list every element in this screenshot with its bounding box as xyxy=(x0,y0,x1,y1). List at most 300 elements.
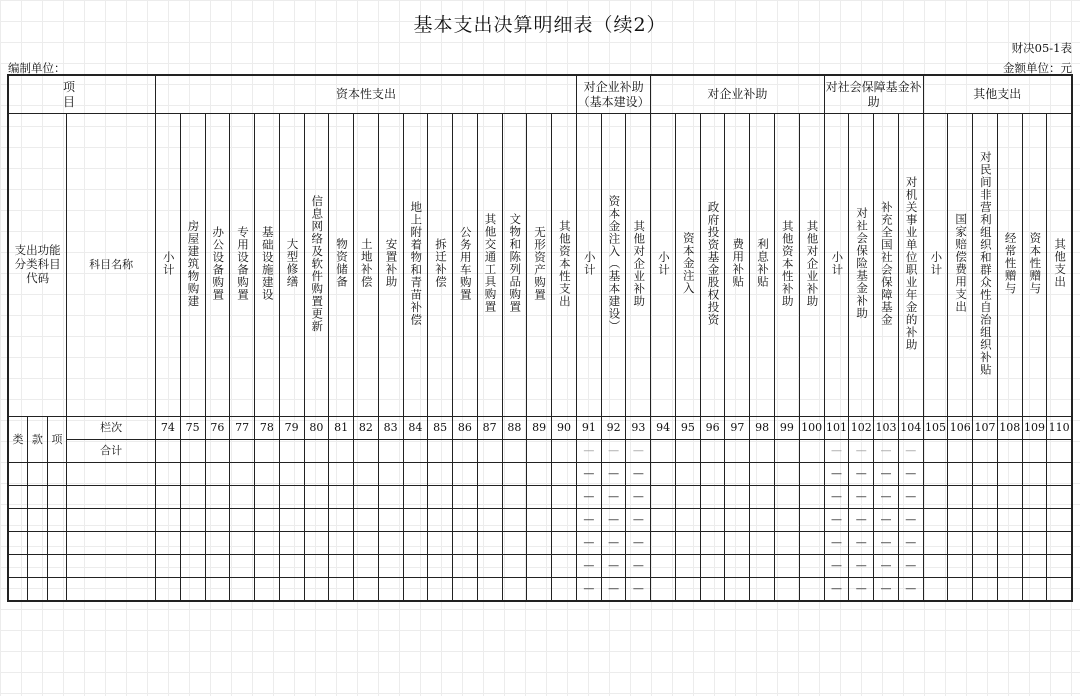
column-number-cell xyxy=(1022,417,1047,440)
header-item-label: 项 目 xyxy=(63,80,178,109)
column-number-cell xyxy=(552,417,577,440)
value-cell xyxy=(997,486,1022,509)
column-number: 83 xyxy=(383,421,398,435)
value-cell xyxy=(205,509,230,532)
column-header-cell xyxy=(378,114,403,417)
value-cell xyxy=(453,532,478,555)
value-cell xyxy=(675,509,700,532)
total-value-cell xyxy=(700,440,725,463)
value-cell xyxy=(354,509,379,532)
total-value-cell xyxy=(453,440,478,463)
column-header-cell xyxy=(428,114,453,417)
column-header-cell xyxy=(576,114,601,417)
value-cell xyxy=(527,509,552,532)
value-cell xyxy=(725,463,750,486)
column-number-cell xyxy=(156,417,181,440)
value-cell xyxy=(403,532,428,555)
dash-mark: — xyxy=(583,536,595,550)
value-cell xyxy=(180,509,205,532)
value-cell xyxy=(156,463,181,486)
column-header-cell xyxy=(601,114,626,417)
value-cell xyxy=(849,532,874,555)
value-cell xyxy=(205,532,230,555)
value-cell xyxy=(477,555,502,578)
value-cell xyxy=(354,532,379,555)
value-cell xyxy=(601,509,626,532)
code-cell xyxy=(8,555,28,578)
column-header-cell xyxy=(403,114,428,417)
value-cell xyxy=(156,578,181,602)
table-row xyxy=(8,463,1072,486)
column-number-cell xyxy=(279,417,304,440)
value-cell xyxy=(477,486,502,509)
value-cell xyxy=(230,463,255,486)
value-cell xyxy=(700,509,725,532)
value-cell xyxy=(651,532,676,555)
value-cell xyxy=(824,463,849,486)
value-cell xyxy=(180,486,205,509)
value-cell xyxy=(304,578,329,602)
dash-mark: — xyxy=(583,467,595,481)
column-number: 110 xyxy=(1048,421,1070,435)
value-cell xyxy=(378,555,403,578)
column-number-cell xyxy=(997,417,1022,440)
column-header-label: 其他交通工具购置 xyxy=(483,213,498,314)
value-cell xyxy=(849,578,874,602)
value-cell xyxy=(403,555,428,578)
code-cell xyxy=(47,509,67,532)
column-number-cell xyxy=(948,417,973,440)
value-cell xyxy=(502,532,527,555)
value-cell xyxy=(651,578,676,602)
dash-mark: — xyxy=(830,490,842,504)
column-header-label: 利息补贴 xyxy=(756,238,770,289)
column-number-cell xyxy=(824,417,849,440)
total-value-cell xyxy=(874,440,899,463)
dash-mark: — xyxy=(830,536,842,550)
value-cell xyxy=(997,578,1022,602)
column-number-cell xyxy=(329,417,354,440)
code-part-cell xyxy=(28,417,48,463)
column-header-label: 地上附着物和青苗补偿 xyxy=(409,200,424,326)
value-cell xyxy=(304,463,329,486)
code-cell xyxy=(67,532,156,555)
value-cell xyxy=(304,486,329,509)
column-header-cell xyxy=(205,114,230,417)
value-cell xyxy=(675,486,700,509)
value-cell xyxy=(923,578,948,602)
value-cell xyxy=(700,463,725,486)
code-cell xyxy=(47,578,67,602)
column-number-cell xyxy=(725,417,750,440)
column-header-label: 小计 xyxy=(161,250,176,276)
total-value-cell xyxy=(527,440,552,463)
column-number: 95 xyxy=(680,421,695,435)
dash-mark: — xyxy=(880,444,892,458)
column-number: 84 xyxy=(408,421,423,435)
column-number-cell xyxy=(453,417,478,440)
group-header-cell xyxy=(824,75,923,114)
value-cell xyxy=(601,532,626,555)
column-number: 108 xyxy=(999,421,1021,435)
value-cell xyxy=(378,532,403,555)
value-cell xyxy=(205,463,230,486)
column-number-cell xyxy=(180,417,205,440)
code-cell xyxy=(28,463,48,486)
value-cell xyxy=(403,486,428,509)
value-cell xyxy=(700,555,725,578)
func-code-header-cell xyxy=(8,114,67,417)
value-cell xyxy=(477,463,502,486)
column-number: 80 xyxy=(309,421,324,435)
dash-mark: — xyxy=(830,444,842,458)
value-cell xyxy=(1047,486,1072,509)
code-cell xyxy=(47,532,67,555)
column-number: 81 xyxy=(334,421,349,435)
code-part-label: 类 xyxy=(12,432,24,446)
column-number: 78 xyxy=(259,421,274,435)
value-cell xyxy=(279,509,304,532)
dash-mark: — xyxy=(905,444,917,458)
column-header-cell xyxy=(354,114,379,417)
value-cell xyxy=(156,486,181,509)
value-cell xyxy=(205,486,230,509)
value-cell xyxy=(973,578,998,602)
value-cell xyxy=(973,509,998,532)
value-cell xyxy=(874,578,899,602)
value-cell xyxy=(923,463,948,486)
code-cell xyxy=(8,578,28,602)
value-cell xyxy=(527,486,552,509)
dash-mark: — xyxy=(880,513,892,527)
value-cell xyxy=(700,578,725,602)
column-number-cell xyxy=(626,417,651,440)
column-number: 104 xyxy=(900,421,922,435)
code-cell xyxy=(67,555,156,578)
value-cell xyxy=(502,463,527,486)
column-number-cell xyxy=(799,417,824,440)
value-cell xyxy=(279,578,304,602)
total-value-cell xyxy=(378,440,403,463)
value-cell xyxy=(576,578,601,602)
value-cell xyxy=(255,486,280,509)
value-cell xyxy=(453,555,478,578)
dash-mark: — xyxy=(855,582,867,596)
dash-mark: — xyxy=(632,582,644,596)
column-header-cell xyxy=(651,114,676,417)
total-value-cell xyxy=(948,440,973,463)
column-header-cell xyxy=(774,114,799,417)
value-cell xyxy=(750,509,775,532)
value-cell xyxy=(849,463,874,486)
dash-mark: — xyxy=(880,467,892,481)
column-number: 93 xyxy=(631,421,646,435)
total-value-cell xyxy=(601,440,626,463)
value-cell xyxy=(552,578,577,602)
value-cell xyxy=(576,555,601,578)
table-row xyxy=(8,578,1072,602)
value-cell xyxy=(700,532,725,555)
column-number-cell xyxy=(230,417,255,440)
value-cell xyxy=(651,486,676,509)
code-cell xyxy=(28,578,48,602)
total-value-cell xyxy=(255,440,280,463)
value-cell xyxy=(1022,509,1047,532)
value-cell xyxy=(601,463,626,486)
value-cell xyxy=(205,555,230,578)
value-cell xyxy=(279,555,304,578)
value-cell xyxy=(923,509,948,532)
value-cell xyxy=(255,532,280,555)
value-cell xyxy=(799,509,824,532)
value-cell xyxy=(973,463,998,486)
dash-mark: — xyxy=(905,559,917,573)
value-cell xyxy=(329,555,354,578)
column-number: 82 xyxy=(358,421,373,435)
group-header-label: 对社会保障基金补助 xyxy=(825,80,922,109)
value-cell xyxy=(700,486,725,509)
column-header-label: 基础设施建设 xyxy=(260,225,275,301)
column-header-label: 房屋建筑物购建 xyxy=(186,219,201,308)
total-value-cell xyxy=(725,440,750,463)
dash-mark: — xyxy=(855,559,867,573)
code-part-label: 项 xyxy=(51,432,63,446)
dash-mark: — xyxy=(632,444,644,458)
column-number: 89 xyxy=(532,421,547,435)
value-cell xyxy=(675,532,700,555)
dash-mark: — xyxy=(608,444,620,458)
column-header-cell xyxy=(255,114,280,417)
value-cell xyxy=(378,509,403,532)
code-cell xyxy=(47,463,67,486)
value-cell xyxy=(898,486,923,509)
column-number-cell xyxy=(898,417,923,440)
dash-mark: — xyxy=(583,444,595,458)
value-cell xyxy=(428,509,453,532)
column-number-cell xyxy=(1047,417,1072,440)
value-cell xyxy=(849,509,874,532)
value-cell xyxy=(1047,578,1072,602)
column-number-cell xyxy=(651,417,676,440)
value-cell xyxy=(1022,463,1047,486)
column-header-cell xyxy=(948,114,973,417)
column-header-cell xyxy=(180,114,205,417)
column-number: 92 xyxy=(606,421,621,435)
code-cell xyxy=(47,555,67,578)
column-header-cell xyxy=(849,114,874,417)
column-header-label: 小计 xyxy=(830,250,845,276)
column-number: 94 xyxy=(656,421,671,435)
value-cell xyxy=(750,532,775,555)
value-cell xyxy=(750,463,775,486)
column-number-cell xyxy=(477,417,502,440)
value-cell xyxy=(1047,555,1072,578)
column-header-label: 文物和陈列品购置 xyxy=(508,213,523,314)
dash-mark: — xyxy=(632,536,644,550)
value-cell xyxy=(948,555,973,578)
column-number-cell xyxy=(304,417,329,440)
total-value-cell xyxy=(898,440,923,463)
value-cell xyxy=(1022,486,1047,509)
column-number-cell xyxy=(403,417,428,440)
total-value-cell xyxy=(997,440,1022,463)
value-cell xyxy=(824,532,849,555)
table-row xyxy=(8,532,1072,555)
value-cell xyxy=(279,532,304,555)
total-value-cell xyxy=(428,440,453,463)
value-cell xyxy=(626,555,651,578)
code-part-label: 款 xyxy=(31,432,43,446)
column-header-cell xyxy=(750,114,775,417)
column-number: 88 xyxy=(507,421,522,435)
table-row xyxy=(8,555,1072,578)
column-header-cell xyxy=(874,114,899,417)
value-cell xyxy=(997,532,1022,555)
value-cell xyxy=(849,486,874,509)
code-cell xyxy=(8,463,28,486)
value-cell xyxy=(973,532,998,555)
column-header-label: 安置补助 xyxy=(384,238,399,289)
column-number: 97 xyxy=(730,421,745,435)
value-cell xyxy=(774,463,799,486)
value-cell xyxy=(651,463,676,486)
total-value-cell xyxy=(576,440,601,463)
value-cell xyxy=(774,509,799,532)
code-part-cell xyxy=(8,417,28,463)
value-cell xyxy=(428,532,453,555)
value-cell xyxy=(874,532,899,555)
code-cell xyxy=(67,509,156,532)
value-cell xyxy=(304,555,329,578)
column-number-cell xyxy=(576,417,601,440)
subject-name-header-cell xyxy=(67,114,156,417)
value-cell xyxy=(824,509,849,532)
code-cell xyxy=(28,509,48,532)
column-header-label: 拆迁补偿 xyxy=(434,238,449,289)
code-cell xyxy=(28,555,48,578)
column-header-label: 其他对企业补助 xyxy=(632,219,647,308)
value-cell xyxy=(453,463,478,486)
value-cell xyxy=(230,532,255,555)
column-header-cell xyxy=(527,114,552,417)
value-cell xyxy=(948,578,973,602)
column-number-cell xyxy=(255,417,280,440)
value-cell xyxy=(1022,532,1047,555)
value-cell xyxy=(255,509,280,532)
value-cell xyxy=(898,463,923,486)
value-cell xyxy=(378,486,403,509)
dash-mark: — xyxy=(880,490,892,504)
value-cell xyxy=(502,578,527,602)
column-header-label: 办公设备购置 xyxy=(211,225,226,301)
column-number: 100 xyxy=(801,421,823,435)
total-value-cell xyxy=(354,440,379,463)
value-cell xyxy=(898,578,923,602)
value-cell xyxy=(750,555,775,578)
value-cell xyxy=(601,555,626,578)
dash-mark: — xyxy=(905,467,917,481)
value-cell xyxy=(874,509,899,532)
column-header-label: 物资储备 xyxy=(335,238,350,289)
column-header-cell xyxy=(923,114,948,417)
group-header-cell xyxy=(651,75,824,114)
column-number: 86 xyxy=(457,421,472,435)
column-number-cell xyxy=(923,417,948,440)
total-value-cell xyxy=(180,440,205,463)
code-part-cell xyxy=(47,417,67,463)
value-cell xyxy=(576,509,601,532)
value-cell xyxy=(1047,509,1072,532)
total-value-cell xyxy=(205,440,230,463)
dash-mark: — xyxy=(880,559,892,573)
column-header-label: 专用设备购置 xyxy=(236,225,251,301)
column-number: 102 xyxy=(850,421,872,435)
value-cell xyxy=(304,532,329,555)
column-header-label: 资本金注入（基本建设） xyxy=(607,194,622,333)
value-cell xyxy=(428,463,453,486)
total-value-cell xyxy=(477,440,502,463)
group-header-cell xyxy=(156,75,577,114)
total-value-cell xyxy=(1022,440,1047,463)
column-header-cell xyxy=(1047,114,1072,417)
value-cell xyxy=(675,578,700,602)
dash-mark: — xyxy=(855,490,867,504)
value-cell xyxy=(552,509,577,532)
column-header-label: 土地补偿 xyxy=(359,238,374,289)
value-cell xyxy=(1047,463,1072,486)
value-cell xyxy=(354,463,379,486)
value-cell xyxy=(626,532,651,555)
value-cell xyxy=(750,578,775,602)
column-header-cell xyxy=(552,114,577,417)
column-header-label: 其他支出 xyxy=(1053,238,1068,289)
value-cell xyxy=(552,463,577,486)
column-number-cell xyxy=(354,417,379,440)
dash-mark: — xyxy=(608,513,620,527)
column-header-cell xyxy=(502,114,527,417)
total-value-cell xyxy=(626,440,651,463)
column-number: 103 xyxy=(875,421,897,435)
column-header-cell xyxy=(725,114,750,417)
value-cell xyxy=(799,578,824,602)
form-number: 财决05-1表 xyxy=(1011,41,1072,55)
column-header-cell xyxy=(279,114,304,417)
value-cell xyxy=(230,578,255,602)
value-cell xyxy=(725,532,750,555)
column-header-label: 小计 xyxy=(657,250,671,276)
value-cell xyxy=(329,486,354,509)
code-cell xyxy=(47,486,67,509)
value-cell xyxy=(403,578,428,602)
column-header-label: 补充全国社会保障基金 xyxy=(879,200,894,326)
compiler-unit-label: 编制单位： xyxy=(8,61,66,75)
total-value-cell xyxy=(774,440,799,463)
value-cell xyxy=(428,578,453,602)
column-number: 101 xyxy=(825,421,847,435)
value-cell xyxy=(725,555,750,578)
dash-mark: — xyxy=(583,513,595,527)
value-cell xyxy=(898,509,923,532)
value-cell xyxy=(1022,555,1047,578)
column-number-cell xyxy=(774,417,799,440)
total-label-cell xyxy=(67,440,156,463)
dash-mark: — xyxy=(608,490,620,504)
column-number-cell xyxy=(750,417,775,440)
column-header-label: 政府投资基金股权投资 xyxy=(706,200,721,326)
group-header-label: 对企业补助（基本建设） xyxy=(577,80,650,109)
value-cell xyxy=(774,532,799,555)
value-cell xyxy=(799,463,824,486)
